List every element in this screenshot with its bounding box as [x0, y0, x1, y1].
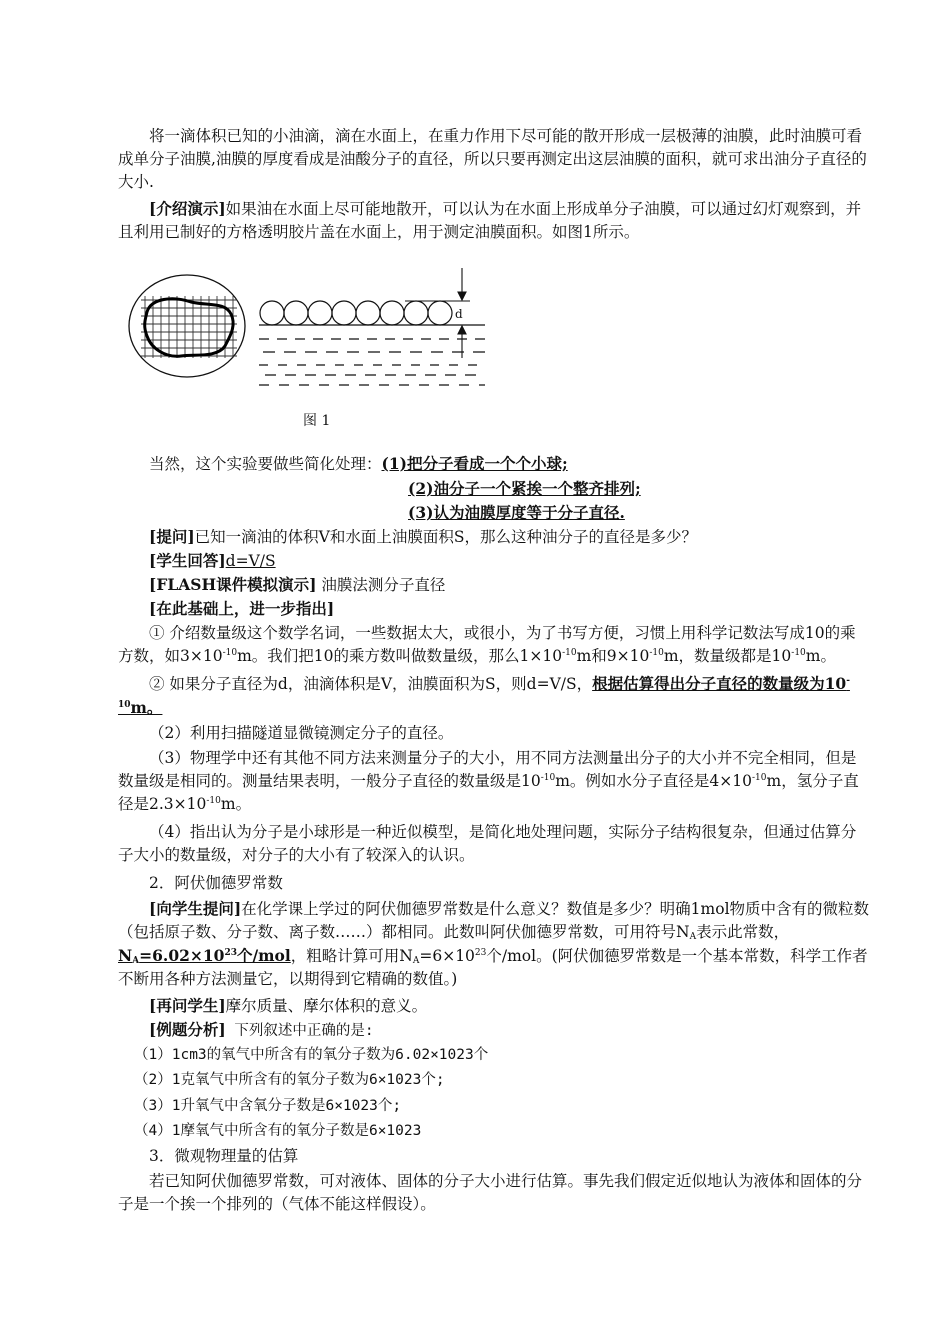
- point-4-text-a: （3）物理学中还有其他不同方法来测量分子的大小，用不同方法测量出分子的大小并不完全相同，但是数量级是相同的。测量结果表明，一般分子直径的数量级是10: [118, 749, 857, 790]
- point-1-text-d: m，数量级都是10: [663, 647, 792, 665]
- exponent: -10: [540, 773, 556, 783]
- again-paragraph: [118, 994, 870, 1018]
- simplify-item-3-text: (3)认为油膜厚度等于分子直径.: [408, 503, 625, 522]
- simplify-line-1: [149, 452, 568, 476]
- exponent: 23: [224, 948, 237, 958]
- ask-text-d: =6×10: [419, 947, 475, 965]
- ask-text-e: 个/mol。(阿伏伽德罗常数是一个基本常数，科学工作者不断用各种方法测量它，以期得到它精确的数值。): [118, 947, 868, 988]
- further-heading: [118, 597, 870, 621]
- section-3-heading: 3．微观物理量的估算: [149, 1147, 299, 1165]
- simplify-item-3: [408, 501, 625, 525]
- point-5-paragraph: （4）指出认为分子是小球形是一种近似模型，是简化地处理问题，实际分子结构很复杂，但通过估算分子大小的数量级，对分子的大小有了较深入的认识。: [118, 823, 857, 864]
- exponent: -10: [752, 773, 767, 783]
- point-2-text: ② 如果分子直径为d，油滴体积是V，油膜面积为S，则d=V/S，: [149, 675, 593, 693]
- avogadro-symbol: N: [118, 946, 133, 965]
- exponent: -10: [206, 796, 221, 806]
- again-text: 摩尔质量、摩尔体积的意义。: [225, 997, 428, 1015]
- point-1-text-b: m。我们把10的乘方数叫做数量级，那么1×10: [237, 647, 563, 665]
- figure-oil-film: [125, 268, 495, 398]
- avogadro-unit: 个/mol: [236, 946, 291, 965]
- flash-label: [FLASH课件模拟演示]: [149, 575, 317, 594]
- avogadro-number: =6.02×10: [139, 946, 225, 965]
- simplify-lead: 当然，这个实验要做些简化处理：: [149, 455, 382, 473]
- point-4-paragraph: [118, 747, 870, 816]
- option-3: （3）1升氧气中含氧分子数是6×1023个;: [134, 1098, 402, 1114]
- exponent: -10: [118, 676, 850, 710]
- water-lines: [259, 325, 485, 385]
- question-label: [提问]: [149, 527, 195, 546]
- point-3-paragraph: （2）利用扫描隧道显微镜测定分子的直径。: [149, 724, 454, 742]
- exponent: -10: [222, 648, 238, 658]
- ask-paragraph: [118, 897, 870, 991]
- point-2-strong: 根据估算得出分子直径的数量级为10: [592, 674, 847, 693]
- point-1-text-e: m。: [805, 647, 836, 665]
- ask-label: [向学生提问]: [149, 899, 242, 918]
- avogadro-value: [118, 946, 291, 965]
- question-text: 已知一滴油的体积V和水面上油膜面积S，那么这种油分子的直径是多少？: [194, 528, 697, 546]
- figure-caption: 图 1: [303, 413, 331, 429]
- point-4-text-c: m，氢分子直径是2.3×10: [118, 772, 859, 813]
- ask-text-a: 在化学课上学过的阿伏伽德罗常数是什么意义？数值是多少？明确1mol物质中含有的微粒数（包括原子数、分子数、离子数……）都相同。此数叫阿伏伽德罗常数，可用符号N: [118, 900, 870, 941]
- section-2-heading: 2．阿伏伽德罗常数: [149, 874, 283, 892]
- flash-text: 油膜法测分子直径: [316, 576, 446, 594]
- final-paragraph: 若已知阿伏伽德罗常数，可对液体、固体的分子大小进行估算。事先我们假定近似地认为液体和固体的分子是一个挨一个排列的（气体不能这样假设）。: [118, 1172, 863, 1213]
- example-label: [例题分析]: [149, 1020, 226, 1039]
- flash-paragraph: [118, 573, 870, 597]
- point-1-text-a: ① 介绍数量级这个数学名词，一些数据太大，或很小，为了书写方便，习惯上用科学记数法写成10的乘方数，如3×10: [118, 624, 856, 665]
- point-1-text-c: m和9×10: [576, 647, 650, 665]
- further-label: [在此基础上，进一步指出]: [149, 599, 335, 618]
- demo-label: [介绍演示]: [149, 199, 226, 218]
- molecule-row: [260, 301, 452, 325]
- demo-paragraph: [118, 197, 870, 244]
- subscript: A: [132, 956, 140, 966]
- exponent: -10: [562, 648, 577, 658]
- dish-with-grid: [129, 275, 245, 377]
- exponent: -10: [649, 648, 664, 658]
- ask-text-c: ，粗略计算可用N: [290, 947, 413, 965]
- simplify-item-1: (1)把分子看成一个个小球;: [381, 454, 568, 473]
- option-1: （1）1cm3的氧气中所含有的氧分子数为6.02×1023个: [134, 1047, 489, 1063]
- answer-label: [学生回答]: [149, 551, 226, 570]
- demo-text: 如果油在水面上尽可能地散开，可以认为在水面上形成单分子油膜，可以通过幻灯观察到，并且利用已制好的方格透明胶片盖在水面上，用于测定油膜面积。如图1所示。: [118, 200, 862, 241]
- point-4-text-d: m。: [220, 795, 252, 813]
- oil-film-diagram: [125, 268, 495, 398]
- point-4-text-b: m。例如水分子直径是4×10: [555, 772, 753, 790]
- answer-formula: d=V/S: [225, 552, 276, 570]
- point-2-unit: m。: [130, 698, 163, 717]
- simplify-item-2-text: (2)油分子一个紧挨一个整齐排列;: [408, 479, 641, 498]
- point-1-paragraph: [118, 622, 870, 668]
- subscript: A: [689, 932, 697, 942]
- example-paragraph: [118, 1018, 870, 1043]
- option-4: （4）1摩氧气中所含有的氧分子数是6×1023: [134, 1123, 422, 1139]
- ask-text-b: 表示此常数，: [696, 923, 790, 941]
- intro-paragraph: 将一滴体积已知的小油滴，滴在水面上，在重力作用下尽可能的散开形成一层极薄的油膜，此时油膜可看成单分子油膜,油膜的厚度看成是油酸分子的直径，所以只要再测定出这层油膜的面积，就可求出油分子直径的大小.: [118, 127, 867, 191]
- exponent: 23: [474, 948, 487, 958]
- point-2-paragraph: [118, 672, 870, 720]
- exponent: -10: [791, 648, 806, 658]
- answer-paragraph: [118, 549, 870, 573]
- question-paragraph: [118, 525, 870, 549]
- again-label: [再问学生]: [149, 996, 226, 1015]
- example-text: 下列叙述中正确的是:: [225, 1023, 374, 1039]
- option-2: （2）1克氧气中所含有的氧分子数为6×1023个;: [134, 1072, 445, 1088]
- subscript: A: [412, 956, 420, 966]
- thickness-label: d: [455, 307, 463, 321]
- simplify-item-2: [408, 477, 641, 501]
